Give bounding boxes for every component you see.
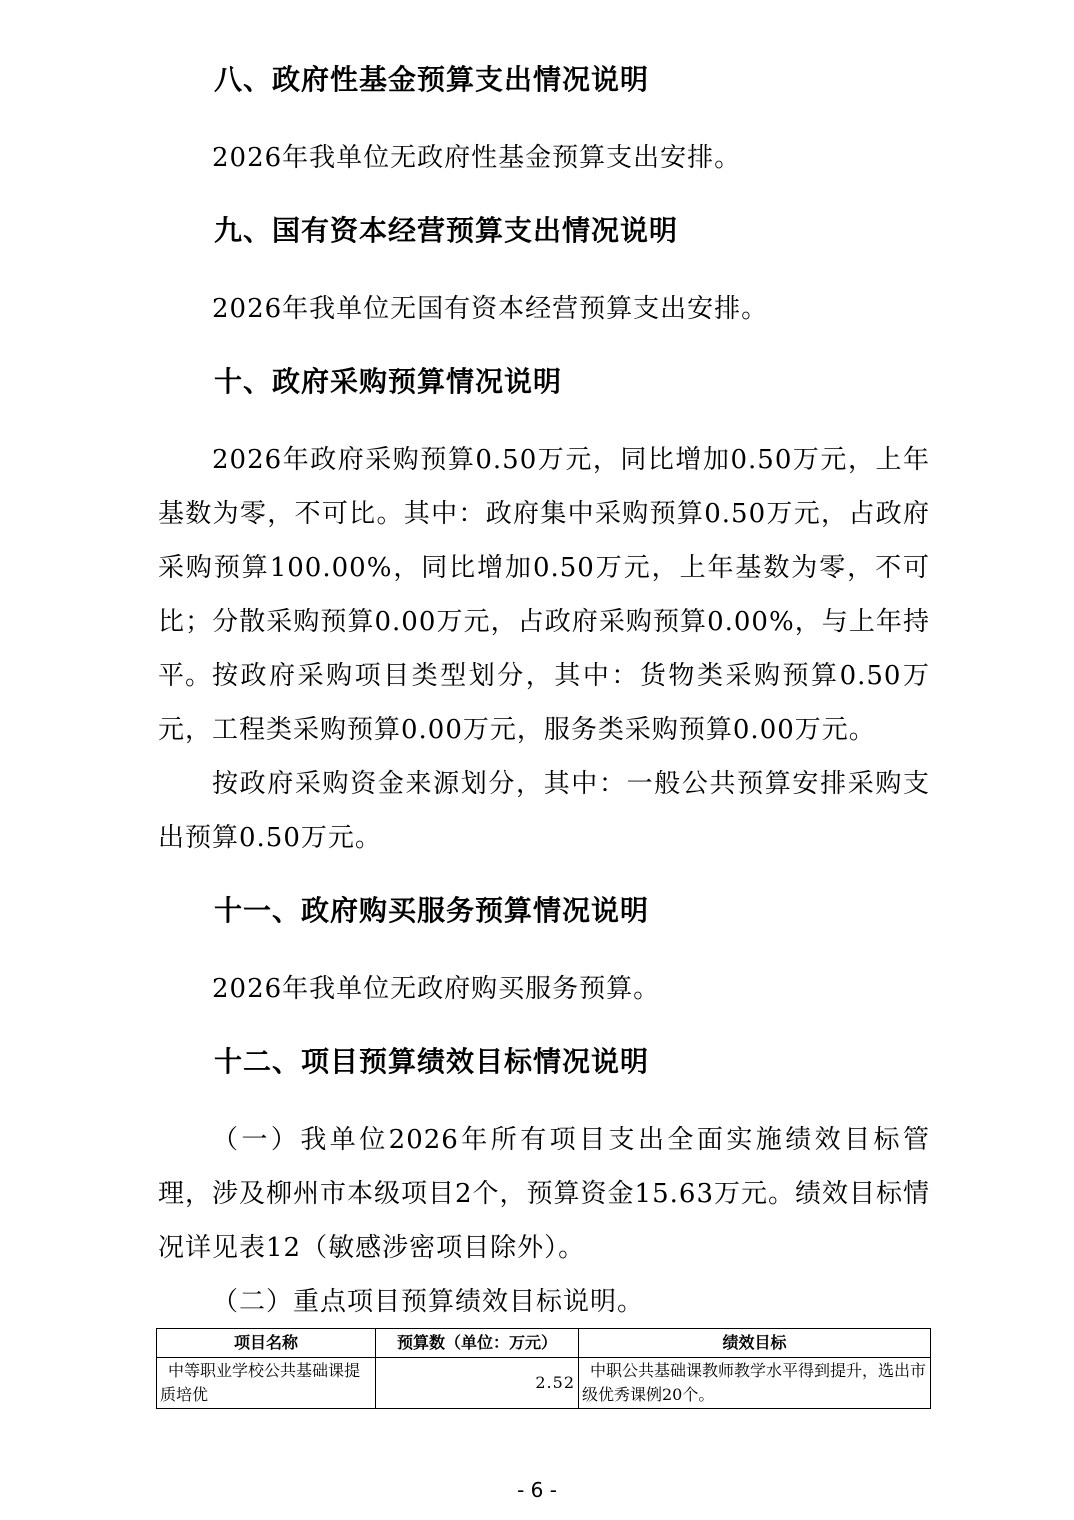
section-10-paragraph-1: 2026年政府采购预算0.50万元，同比增加0.50万元，上年基数为零，不可比。其中：政府集中采购预算0.50万元，占政府采购预算100.00%，同比增加0.50万元，上年基数为零，不可比；分散采购预算0.00万元，占政府采购预算0.00%，与上年持平。 bbox=[158, 445, 930, 691]
section-11-paragraph: 2026年我单位无政府购买服务预算。 bbox=[212, 974, 661, 1004]
section-10-paragraph-2: 按政府采购项目类型划分，其中：货物类采购预算0.50万元，工程类采购预算0.00万元，服务类采购预算0.00万元。 bbox=[158, 661, 930, 745]
table-row bbox=[157, 1358, 931, 1409]
section-10-heading: 十、政府采购预算情况说明 bbox=[214, 365, 563, 398]
cell-performance-goal: 中职公共基础课教师教学水平得到提升，选出市级优秀课例20个。 bbox=[579, 1358, 931, 1409]
section-12-paragraph-2: （二）重点项目预算绩效目标说明。 bbox=[212, 1287, 645, 1317]
table-header-row bbox=[157, 1329, 931, 1358]
performance-goal-table bbox=[156, 1328, 931, 1409]
header-budget-amount: 预算数（单位：万元） bbox=[376, 1329, 579, 1358]
section-12-paragraph-1: （一）我单位2026年所有项目支出全面实施绩效目标管理，涉及柳州市本级项目2个，预算资金15.63万元。绩效目标情况详见表12（敏感涉密项目除外）。 bbox=[158, 1125, 930, 1263]
cell-budget-amount: 2.52 bbox=[376, 1358, 579, 1409]
section-9-heading: 九、国有资本经营预算支出情况说明 bbox=[214, 214, 679, 247]
section-8-paragraph: 2026年我单位无政府性基金预算支出安排。 bbox=[212, 143, 742, 173]
section-10-paragraph-3: 按政府采购资金来源划分，其中：一般公共预算安排采购支出预算0.50万元。 bbox=[158, 769, 930, 853]
header-project-name: 项目名称 bbox=[157, 1329, 376, 1358]
page-number: - 6 - bbox=[517, 1478, 557, 1502]
section-12-heading: 十二、项目预算绩效目标情况说明 bbox=[214, 1045, 650, 1078]
cell-project-name: 中等职业学校公共基础课提质培优 bbox=[157, 1358, 376, 1409]
section-9-paragraph: 2026年我单位无国有资本经营预算支出安排。 bbox=[212, 294, 769, 324]
section-8-heading: 八、政府性基金预算支出情况说明 bbox=[214, 63, 650, 96]
header-performance-goal: 绩效目标 bbox=[579, 1329, 931, 1358]
section-11-heading: 十一、政府购买服务预算情况说明 bbox=[214, 894, 650, 927]
